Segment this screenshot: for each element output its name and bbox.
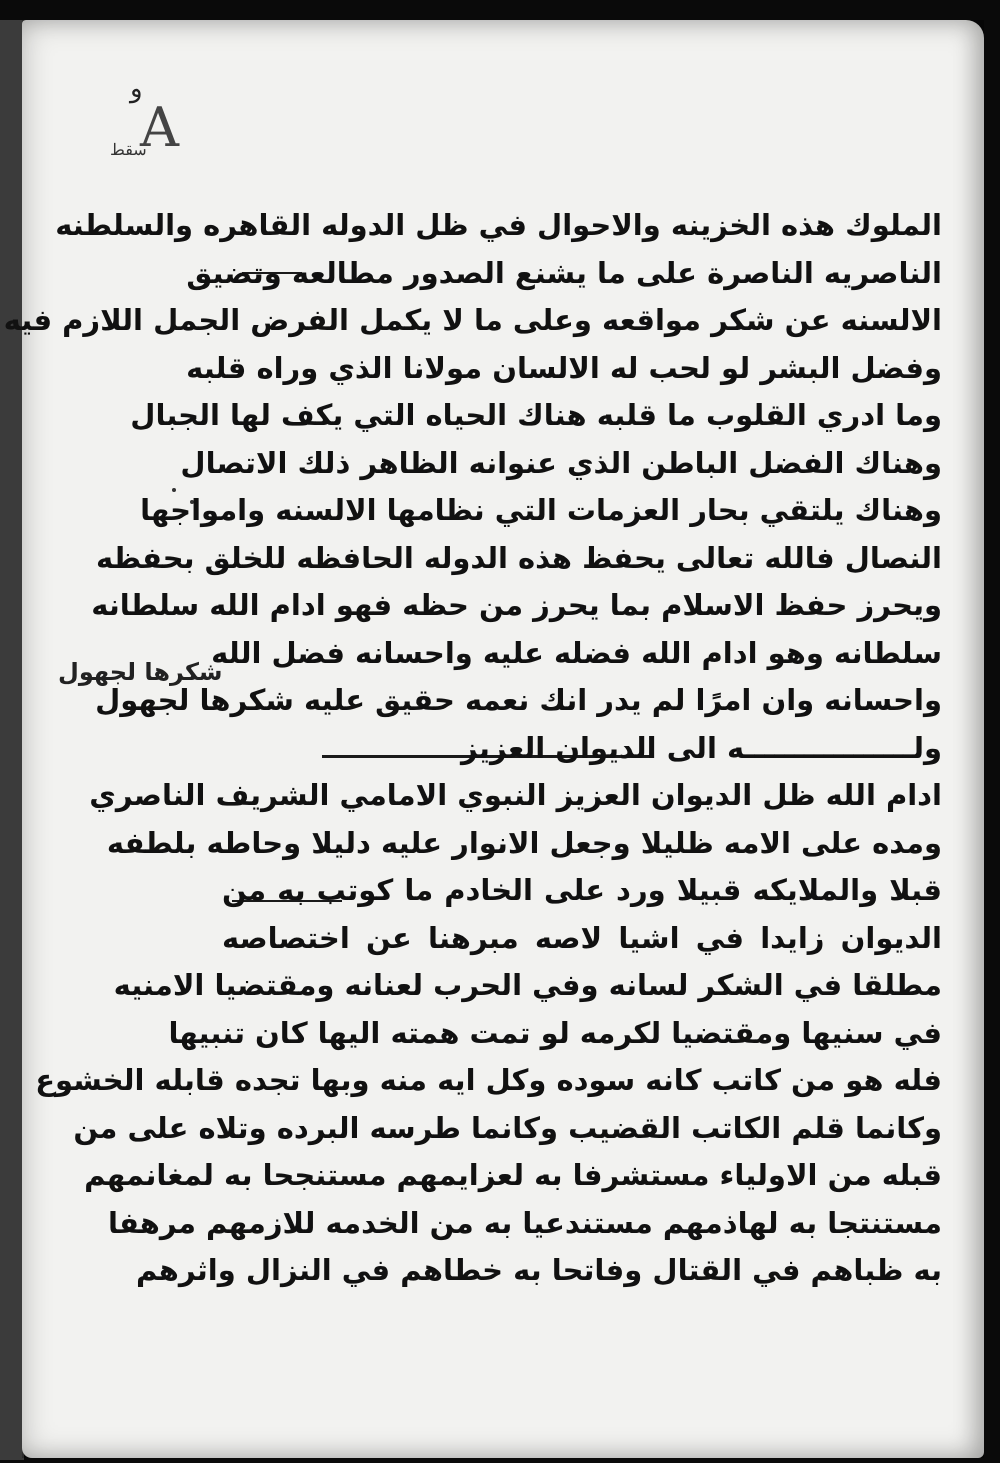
text-line: في سنيها ومقتضيا لكرمه لو تمت همته اليها كان تنبيها [168, 1015, 942, 1050]
text-line: الناصريه الناصرة على ما يشنع الصدور مطالعه وتضيق [186, 255, 942, 290]
text-line: ومده على الامه ظليلا وجعل الانوار عليه دليلا وحاطه بلطفه [106, 825, 942, 860]
text-line: النصال فالله تعالى يحفظ هذه الدوله الحافظه للخلق بحفظه [96, 540, 942, 575]
margin-note: شكرها لجهول [58, 658, 223, 686]
text-line: وهناك الفضل الباطن الذي عنوانه الظاهر ذلك الاتصال [180, 445, 942, 480]
text-line: مطلقا في الشكر لسانه وفي الحرب لعنانه ومقتضيا الامنيه [113, 968, 942, 1002]
folio-number: و [130, 74, 143, 104]
text-line: فله هو من كاتب كانه سوده وكل ايه منه وبها تجده قابله الخشوع [35, 1063, 942, 1097]
manuscript-page [3, 20, 984, 1458]
text-block [3, 202, 942, 1295]
text-line: وكانما قلم الكاتب القضيب وكانما طرسه البرده وتلاه على من [73, 1110, 942, 1145]
library-mark-letter: A [140, 96, 179, 159]
text-line: واحسانه وان امرًا لم يدر انك نعمه حقيق عليه شكرها لجهول [95, 683, 942, 717]
text-line: ادام الله ظل الديوان العزيز النبوي الامامي الشريف الناصري [89, 778, 942, 812]
scan-gutter [0, 20, 24, 1460]
shelf-mark: سقط [110, 140, 147, 159]
text-line: الالسنه عن شكر مواقعه وعلى ما لا يكمل الفرض الجمل اللازم فيه [3, 303, 942, 337]
text-line: وفضل البشر لو لحب له الالسان مولانا الذي وراه قلبه [186, 350, 942, 385]
section-heading: ولـــــــــــــــــه الى الديوان العزيز [461, 730, 942, 765]
text-line: قبله من الاولياء مستشرفا به لعزايمهم مستنجحا به لمغانمهم [84, 1158, 942, 1192]
text-line: ويحرز حفظ الاسلام بما يحرز من حظه فهو ادام الله سلطانه [91, 588, 942, 622]
text-line: به ظباهم في القتال وفاتحا به خطاهم في النزال واثرهم [136, 1253, 942, 1287]
text-line: وهناك يلتقي بحار العزمات التي نظامها الالسنه وامواجها [140, 493, 942, 527]
text-line: وما ادري القلوب ما قلبه هناك الحياه التي يكف لها الجبال [130, 398, 942, 432]
text-line: مستنتجا به لهاذمهم مستندعيا به من الخدمه للازمهم مرهفا [108, 1205, 942, 1240]
text-line: سلطانه وهو ادام الله فضله عليه واحسانه فضل الله [211, 635, 942, 670]
text-line: قبلا والملايكه قبيلا ورد على الخادم ما كوتب به من [222, 873, 942, 907]
text-line: الملوك هذه الخزينه والاحوال في ظل الدوله القاهره والسلطنه [55, 208, 942, 242]
text-line: الديوان زايدا في اشيا لاصه مبرهنا عن اختصاصه [222, 920, 942, 955]
